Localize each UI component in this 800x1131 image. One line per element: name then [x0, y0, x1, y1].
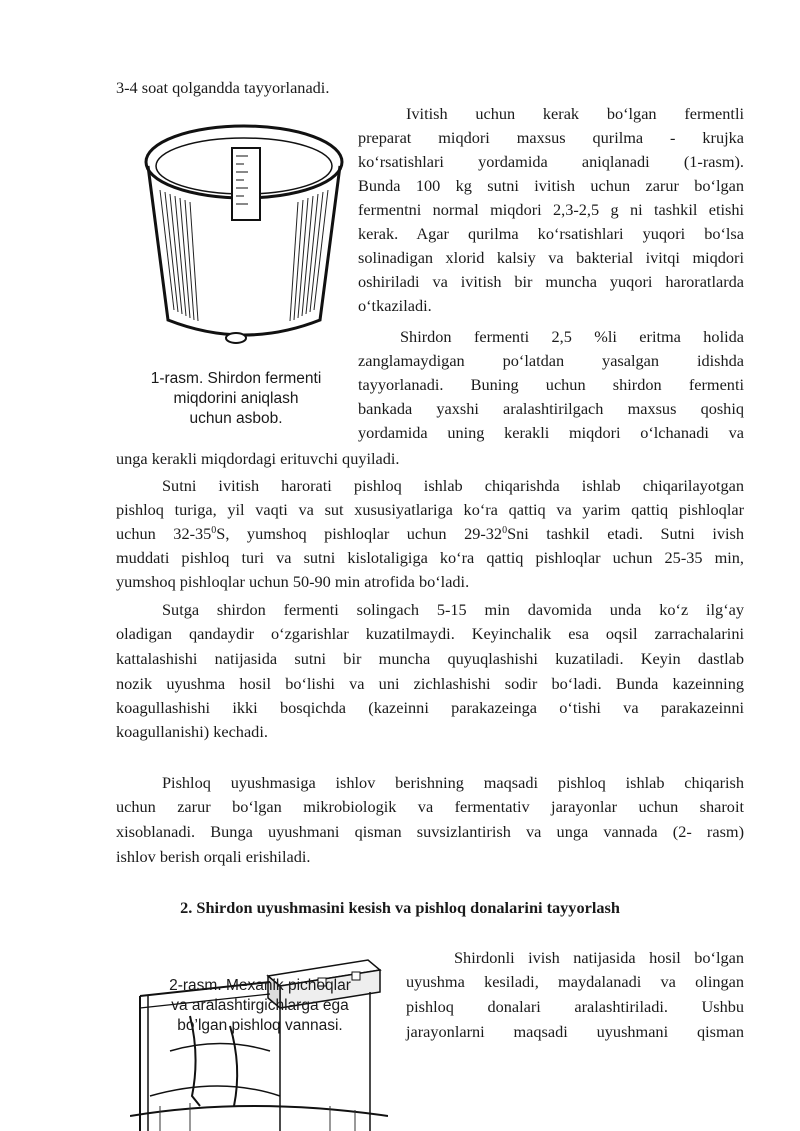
paragraph-line: o‘tkaziladi.: [358, 296, 432, 315]
paragraph-line-with-superscript: [116, 522, 744, 546]
figure-2-caption: [140, 976, 380, 1036]
paragraph-line: preparat miqdori maxsus qurilma - krujka: [358, 128, 744, 147]
paragraph-line: zanglamaydigan po‘latdan yasalgan idishda: [358, 351, 744, 370]
caption-line: bo’lgan pishloq vannasi.: [177, 1017, 343, 1034]
caption-line: 1-rasm. Shirdon fermenti: [150, 370, 322, 387]
paragraph-line: pishloq donalari aralashtiriladi. Ushbu: [406, 997, 744, 1016]
paragraph-line: jarayonlarni maqsadi uyushmani qisman: [406, 1022, 744, 1041]
paragraph-line: Shirdon fermenti 2,5 %li eritma holida: [400, 327, 744, 346]
paragraph-line: yordamida uning kerakli miqdori o‘lchanadi va: [358, 423, 744, 442]
paragraph-line: oladigan qandaydir o‘zgarishlar kuzatilmaydi. Keyinchalik esa oqsil zarrachalarini: [116, 624, 744, 643]
caption-line: miqdorini aniqlash: [173, 390, 299, 407]
paragraph-line: ishlov berish orqali erishiladi.: [116, 847, 311, 866]
paragraph-line: unga kerakli miqdordagi erituvchi quyiladi.: [116, 449, 400, 468]
paragraph-line: pishloq turiga, yil vaqti va sut xususiyatlariga ko‘ra qattiq va yarim qattiq pishloqlar: [116, 500, 744, 519]
paragraph-line: Ivitish uchun kerak bo‘lgan fermentli: [406, 104, 744, 123]
degree-superscript: 0: [502, 525, 508, 536]
paragraph-line: koagullanishi) kechadi.: [116, 722, 268, 741]
paragraph-line: 3-4 soat qolgandda tayyorlanadi.: [116, 78, 330, 97]
paragraph-line: Sutni ivitish harorati pishloq ishlab chiqarishda ishlab chiqarilayotgan: [162, 476, 744, 495]
paragraph-line: uyushma kesiladi, maydalanadi va olingan: [406, 972, 744, 991]
paragraph-line: Sutga shirdon fermenti solingach 5-15 min davomida unda ko‘z ilg‘ay: [162, 600, 744, 619]
figure-1-caption: [120, 369, 352, 429]
paragraph-line: koagullashishi ikki bosqichda (kazeinni parakazeinga o‘tishi va parakazeinni: [116, 698, 744, 717]
paragraph-line: kattalashishi natijasida sutni bir muncha quyuqlashishi kuzatiladi. Keyin dastlab: [116, 649, 744, 668]
paragraph-line: kerak. Agar qurilma ko‘rsatishlari yuqori bo‘lsa: [358, 224, 744, 243]
paragraph-line: oshiriladi va ivitish bir muncha yuqori haroratlarda: [358, 272, 744, 291]
paragraph-line: ko‘rsatishlari yordamida aniqlanadi (1-rasm).: [358, 152, 744, 171]
paragraph-line: yumshoq pishloqlar uchun 50-90 min atrofida bo‘ladi.: [116, 572, 470, 591]
figure-1-cup-illustration: [138, 120, 350, 352]
paragraph-line: muddati pishloq turi va sutni kislotaligiga ko‘ra qattiq pishloqlar uchun 25-35 min,: [116, 548, 744, 567]
text-run: Sni tashkil etadi. Sutni ivish: [507, 524, 744, 543]
text-run: S, yumshoq pishloqlar uchun 29-32: [216, 524, 503, 543]
paragraph-line: tayyorlanadi. Buning uchun shirdon fermenti: [358, 375, 744, 394]
section-heading: 2. Shirdon uyushmasini kesish va pishloq donalarini tayyorlash: [180, 898, 620, 917]
paragraph-line: Shirdonli ivish natijasida hosil bo‘lgan: [454, 948, 744, 967]
paragraph-line: Pishloq uyushmasiga ishlov berishning maqsadi pishloq ishlab chiqarish: [162, 773, 744, 792]
paragraph-line: xisoblanadi. Bunga uyushmani qisman suvsizlantirish va unga vannada (2- rasm): [116, 822, 744, 841]
text-run: uchun 32-35: [116, 524, 212, 543]
paragraph-line: solinadigan xlorid kalsiy va bakterial ivitqi miqdori: [358, 248, 744, 267]
paragraph-line: uchun zarur bo‘lgan mikrobiologik va fermentativ jarayonlar uchun sharoit: [116, 797, 744, 816]
caption-line: 2-rasm. Mexanik pichoqlar: [169, 977, 351, 994]
paragraph-line: fermentni normal miqdori 2,3-2,5 g ni tashkil etishi: [358, 200, 744, 219]
caption-line: va aralashtirgichlarga ega: [171, 997, 349, 1014]
paragraph-line: bankada yaxshi aralashtirilgach maxsus qoshiq: [358, 399, 744, 418]
paragraph-line: nozik uyushma hosil bo‘lishi va uni zichlashishi sodir bo‘ladi. Bunda kazeinning: [116, 674, 744, 693]
caption-line: uchun asbob.: [189, 410, 283, 427]
degree-superscript: 0: [211, 525, 217, 536]
paragraph-line: Bunda 100 kg sutni ivitish uchun zarur bo‘lgan: [358, 176, 744, 195]
